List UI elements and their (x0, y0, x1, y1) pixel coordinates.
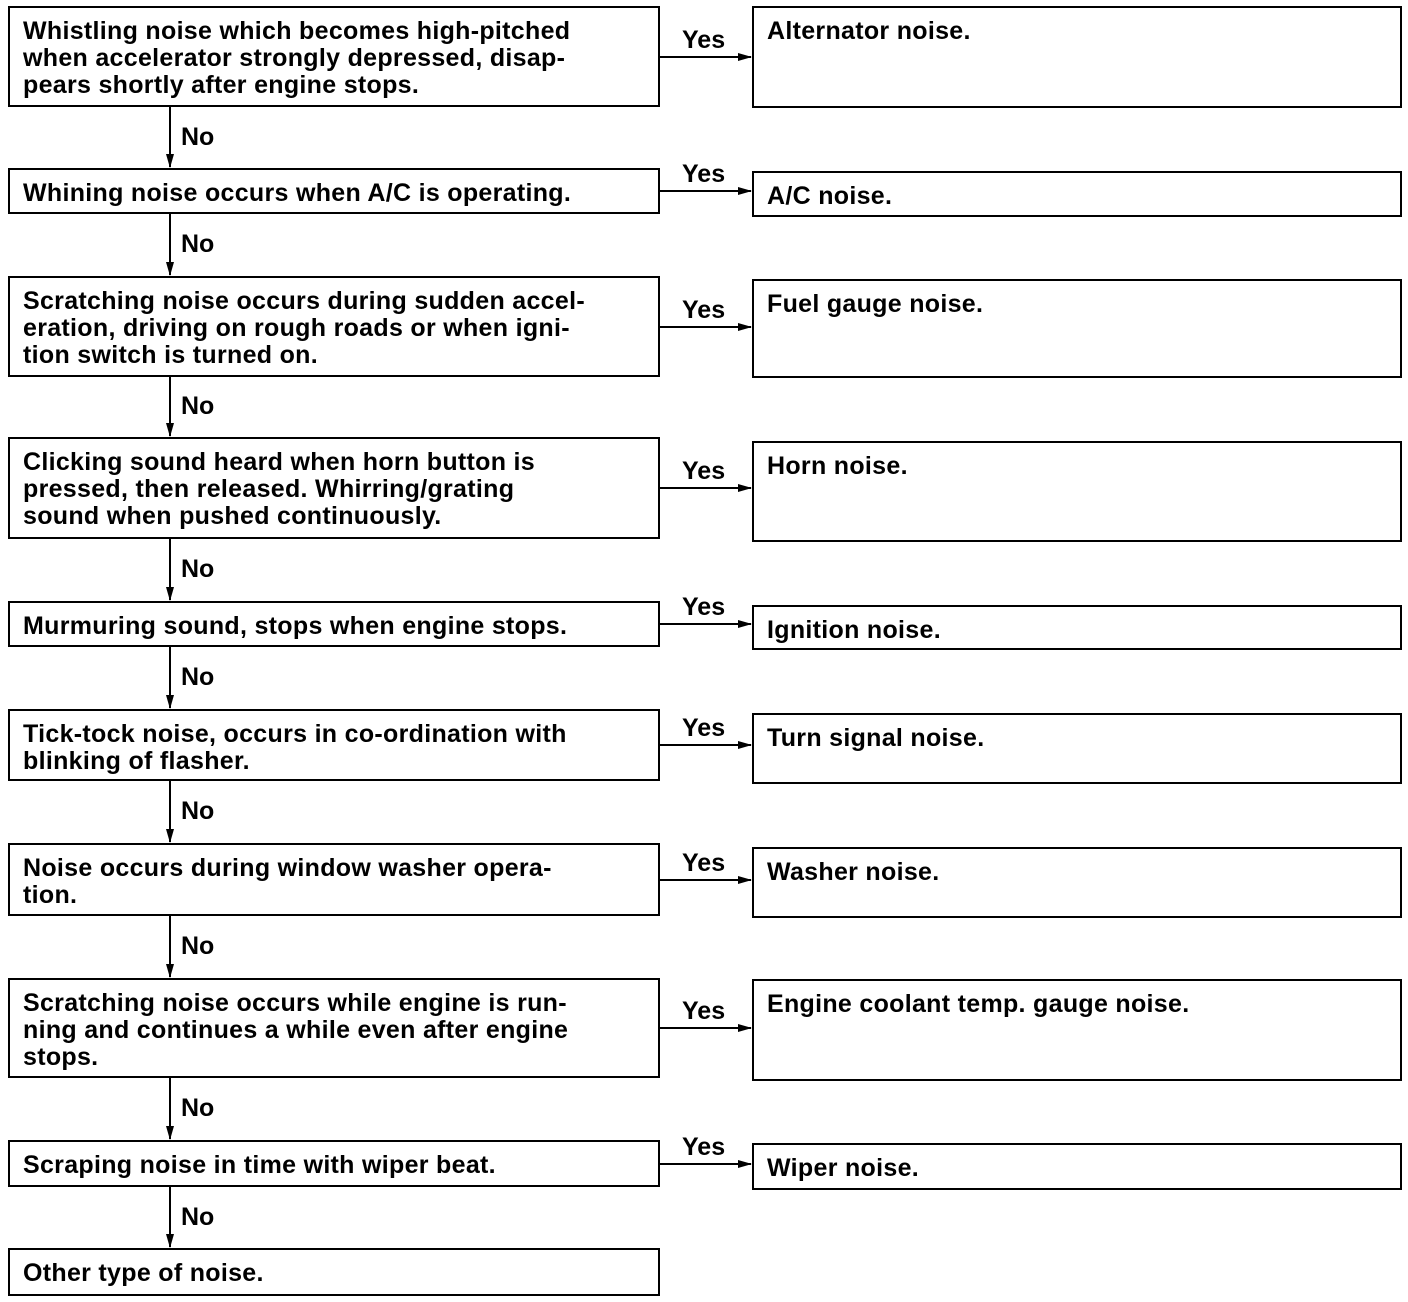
no-label: No (181, 123, 215, 151)
no-label: No (181, 555, 215, 583)
no-label: No (181, 1203, 215, 1231)
no-label: No (181, 1094, 215, 1122)
result-box-ac: A/C noise. (752, 171, 1402, 217)
result-box-fuel-gauge: Fuel gauge noise. (752, 279, 1402, 378)
result-box-ignition: Ignition noise. (752, 605, 1402, 650)
question-box-turn-signal: Tick-tock noise, occurs in co-ordination with blinking of flasher. (8, 709, 660, 781)
question-box-ac: Whining noise occurs when A/C is operating. (8, 168, 660, 214)
yes-label: Yes (682, 714, 726, 742)
result-box-coolant-gauge: Engine coolant temp. gauge noise. (752, 979, 1402, 1081)
result-box-washer: Washer noise. (752, 847, 1402, 918)
result-box-horn: Horn noise. (752, 441, 1402, 542)
question-box-washer: Noise occurs during window washer opera- tion. (8, 843, 660, 916)
result-box-alternator: Alternator noise. (752, 6, 1402, 108)
yes-label: Yes (682, 593, 726, 621)
no-label: No (181, 663, 215, 691)
question-box-coolant-gauge: Scratching noise occurs while engine is run- ning and continues a while even after engine stops. (8, 978, 660, 1078)
yes-label: Yes (682, 849, 726, 877)
final-box-other-noise: Other type of noise. (8, 1248, 660, 1296)
question-box-wiper: Scraping noise in time with wiper beat. (8, 1140, 660, 1187)
yes-label: Yes (682, 997, 726, 1025)
question-box-alternator: Whistling noise which becomes high-pitched when accelerator strongly depressed, disap- pears shortly after engine stops. (8, 6, 660, 107)
yes-label: Yes (682, 1133, 726, 1161)
yes-label: Yes (682, 296, 726, 324)
no-label: No (181, 230, 215, 258)
question-box-horn: Clicking sound heard when horn button is pressed, then released. Whirring/grating sound when pushed continuously. (8, 437, 660, 539)
yes-label: Yes (682, 160, 726, 188)
question-box-ignition: Murmuring sound, stops when engine stops. (8, 601, 660, 647)
no-label: No (181, 932, 215, 960)
yes-label: Yes (682, 457, 726, 485)
question-box-fuel-gauge: Scratching noise occurs during sudden accel- eration, driving on rough roads or when igni- tion switch is turned on. (8, 276, 660, 377)
result-box-turn-signal: Turn signal noise. (752, 713, 1402, 784)
yes-label: Yes (682, 26, 726, 54)
no-label: No (181, 392, 215, 420)
result-box-wiper: Wiper noise. (752, 1143, 1402, 1190)
no-label: No (181, 797, 215, 825)
